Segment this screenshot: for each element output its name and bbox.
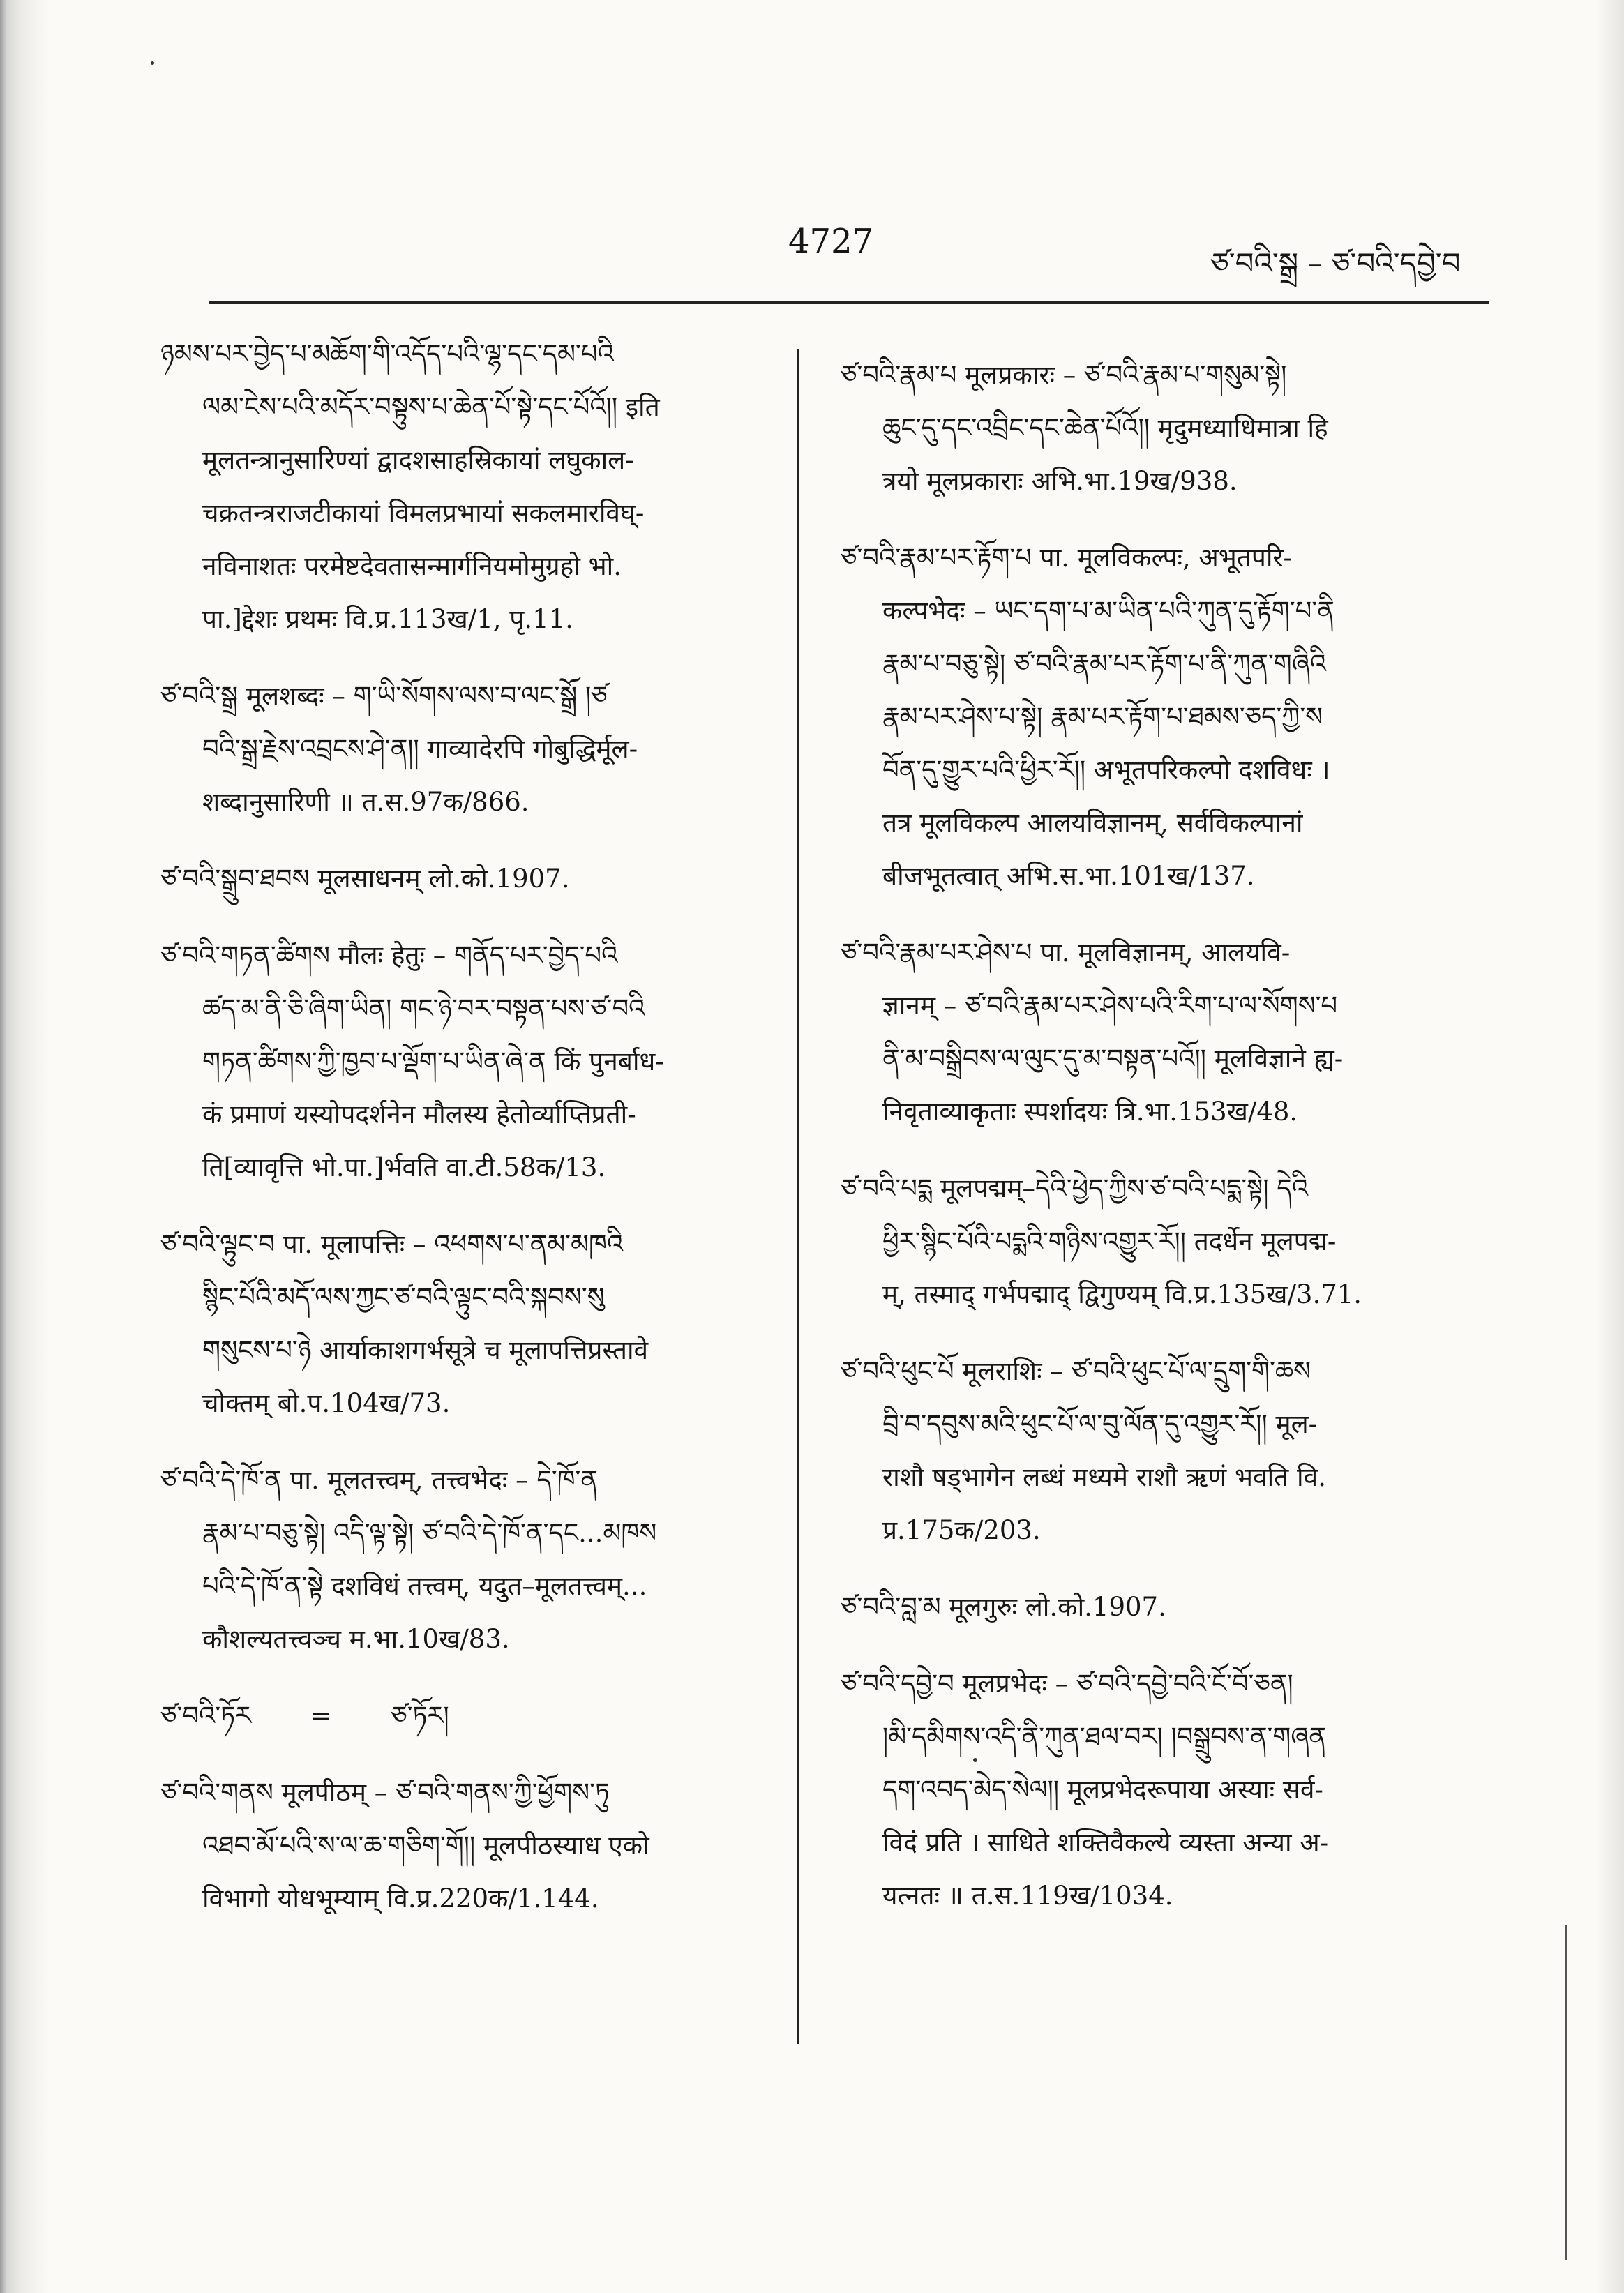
entry-line: སྙིང་པོའི་མདོ་ལས་ཀྱང་ཙ་བའི་ལྟུང་བའི་སྐབས་སུ (202, 1282, 605, 1312)
entry-line: ज्ञानम् – ཙ་བའི་རྣམ་པར་ཤེས་པའི་རིག་པ་ལ་སོགས་པ (882, 991, 1338, 1021)
entry-line: དག་འབད་མེད་སེལ།། मूलप्रभेदरूपाया अस्याः सर्व- (882, 1775, 1323, 1805)
entry-headline: ཙ་བའི་རྣམ་པར་ཤེས་པ पा. मूलविज्ञानम्, आलयवि- (841, 938, 1291, 968)
entry-headline: ཙ་བའི་དབྱེ་བ मूलप्रभेदः – ཙ་བའི་དབྱེ་བའི་ངོ་བོ་ཅན། (841, 1669, 1293, 1699)
entry-headline: ཉམས་པར་བྱེད་པ་མཆོག་གི་འདོད་པའི་ལྷ་དང་དམ་པའི (160, 339, 614, 369)
entry-line: ཚད་མ་ནི་ཅི་ཞིག་ཡིན། གང་ཉེ་བར་བསྟན་པས་ཙ་བའི (202, 993, 645, 1023)
entry-line: བོན་དུ་གྱུར་པའི་ཕྱིར་རོ།། अभूतपरिकल्पो दशविधः । (882, 755, 1330, 785)
dictionary-entry (160, 852, 788, 905)
column-divider (797, 349, 799, 2044)
stray-mark (151, 61, 154, 65)
entry-line: གཏན་ཚིགས་ཀྱི་ཁྱབ་པ་ལྡོག་པ་ཡིན་ཞེ་ན किं पुनर्बाध- (202, 1046, 664, 1076)
entry-headline: ཙ་བའི་ལྟུང་བ पा. मूलापत्तिः – འཕགས་པ་ནམ་མཁའི (160, 1229, 624, 1259)
entry-line: मूलतन्त्रानुसारिण्यां द्वादशसाहस्रिकायां लघुकाल- (202, 445, 634, 475)
entry-line: ཕྱིར་སྙིང་པོའི་པདྨའི་གཉིས་འགྱུར་རོ།། तदर्धेन मूलपद्म- (882, 1226, 1337, 1256)
entry-line: རྣམ་པ་བཅུ་སྟེ། འདི་ལྟ་སྟེ། ཙ་བའི་དེ་ཁོ་ན་དང...མཁས (202, 1518, 657, 1548)
page-number: 4727 (788, 222, 874, 261)
dictionary-entry (160, 328, 788, 646)
dictionary-entry (841, 1162, 1489, 1321)
entry-line: कौशल्यतत्त्वञ्च म.भा.10ख/83. (202, 1624, 510, 1654)
entry-headline: ཙ་བའི་སྒྲ मूलशब्दः – ག་ཡི་སོགས་ལས་བ་ལང་སྒྲོ །ཙ (160, 681, 608, 711)
entry-headline: ཙ་བའི་ཕུང་པོ मूलराशिः – ཙ་བའི་ཕུང་པོ་ལ་དྲུག་གི་ཆས (841, 1356, 1311, 1386)
stray-mark (1565, 1925, 1567, 2260)
entry-line: ནི་མ་བསྒྲིབས་ལ་ལུང་དུ་མ་བསྟན་པའོ།། मूलविज्ञाने ह्य- (882, 1044, 1344, 1074)
entry-line: राशौ षड्भागेन लब्धं मध्यमे राशौ ऋणं भवति वि. (882, 1462, 1326, 1492)
entry-headline: ཙ་བའི་རྣམ་པ मूलप्रकारः – ཙ་བའི་རྣམ་པ་གསུམ་སྟེ། (841, 360, 1287, 390)
entry-line: शब्दानुसारिणी ॥ त.स.97क/866. (202, 787, 529, 817)
entry-line: चोक्तम् बो.प.104ख/73. (202, 1388, 451, 1418)
entry-line: རྣམ་པར་ཤེས་པ་སྟེ། རྣམ་པར་རྟོག་པ་ཐམས་ཅད་ཀྱི་ས (882, 702, 1323, 732)
cross-ref-target: ཙ་ཏོར། (391, 1701, 449, 1731)
entry-headline: ཙ་བའི་པདྨ मूलपद्मम्–དེའི་ཕྱེད་ཀྱིས་ཙ་བའི་པདྨ་སྟེ། དེའི (841, 1173, 1309, 1203)
scan-margin-shadow (0, 0, 49, 2293)
dictionary-entry (841, 349, 1489, 508)
entry-line: པའི་དེ་ཁོ་ན་སྟེ दशविधं तत्त्वम्, यदुत–मूलतत्त्वम्... (202, 1571, 647, 1601)
cross-ref-headword: ཙ་བའི་ཏོར (160, 1701, 252, 1731)
entry-line: འཐབ་མོ་པའི་ས་ལ་ཆ་གཅིག་གོ།། मूलपीठस्याध एको (202, 1830, 649, 1860)
entry-line: རྣམ་པ་བཅུ་སྟེ། ཙ་བའི་རྣམ་པར་རྟོག་པ་ནི་ཀུན་གཞིའི (882, 649, 1326, 679)
dictionary-entry (160, 1690, 788, 1743)
entry-line: བའི་སྒྲ་རྗེས་འབྲངས་ཤེ་ན།། गाव्यादेरपि गोबुद्धिर्मूल- (202, 734, 638, 764)
entry-headline: ཙ་བའི་གནས मूलपीठम् – ཙ་བའི་གནས་ཀྱི་ཕྱོགས་ཏུ (160, 1777, 610, 1807)
entry-line: ཆུང་དུ་དང་འབྲིང་དང་ཆེན་པོའོ།། मृदुमध्याधिमात्रा हि (882, 413, 1328, 443)
entry-line: विभागो योधभूम्याम् वि.प्र.220क/1.144. (202, 1884, 599, 1914)
dictionary-entry (160, 1218, 788, 1430)
right-column (841, 349, 1489, 1946)
entry-line: त्रयो मूलप्रकाराः अभि.भा.19ख/938. (882, 466, 1238, 496)
running-head: ཙ་བའི་སྒྲ – ཙ་བའི་དབྱེ་བ (1210, 246, 1461, 280)
entry-line: म्, तस्माद् गर्भपद्माद् द्विगुण्यम् वि.प्र.135ख/3.71. (882, 1279, 1362, 1309)
entry-line: तत्र मूलविकल्प आलयविज्ञानम्, सर्वविकल्पानां (882, 808, 1303, 838)
entry-line: बीजभूतत्वात् अभि.स.भा.101ख/137. (882, 861, 1255, 891)
header-rule (209, 301, 1489, 304)
entry-line: कल्पभेदः – ཡང་དག་པ་མ་ཡིན་པའི་ཀུན་དུ་རྟོག་པ་ནི (882, 596, 1334, 626)
entry-headline: ཙ་བའི་སྒྲུབ་ཐབས मूलसाधनम् लो.को.1907. (160, 864, 570, 894)
entry-line: གསུངས་པ་ཉེ आर्याकाशगर्भसूत्रे च मूलापत्तिप्रस्तावे (202, 1335, 649, 1365)
cross-ref-equals: = (310, 1701, 332, 1731)
left-column (160, 328, 788, 1949)
entry-headline: ཙ་བའི་བླ་མ मूलगुरुः लो.को.1907. (841, 1592, 1166, 1622)
entry-line: །མི་དམིགས་འདི་ནི་ཀུན་ཐལ་བར། །བསྒྲུབས་ན་གཞན (882, 1722, 1326, 1752)
cross-reference (160, 1690, 788, 1743)
entry-line: नविनाशतः परमेष्टदेवतासन्मार्गनियमोमुग्रहो भो. (202, 551, 622, 581)
entry-line: चक्रतन्त्रराजटीकायां विमलप्रभायां सकलमारविघ्- (202, 498, 645, 528)
entry-headline: ཙ་བའི་རྣམ་པར་རྟོག་པ पा. मूलविकल्पः, अभूतपरि- (841, 543, 1293, 573)
entry-line: विदं प्रति । साधिते शक्तिवैकल्ये व्यस्ता अन्या अ- (882, 1828, 1329, 1858)
dictionary-entry (160, 1766, 788, 1925)
scan-margin-shadow-right (1596, 0, 1624, 2293)
entry-line: निवृताव्याकृताः स्पर्शादयः त्रि.भा.153ख/48. (882, 1097, 1298, 1127)
entry-headline: ཙ་བའི་གཏན་ཚིགས मौलः हेतुः – གནོད་པར་བྱེད་པའི (160, 940, 618, 970)
entry-line: पा.]द्देशः प्रथमः वि.प्र.113ख/1, पृ.11. (202, 604, 573, 634)
dictionary-entry (160, 1454, 788, 1666)
entry-line: कं प्रमाणं यस्योपदर्शनेन मौलस्य हेतोर्व्याप्तिप्रती- (202, 1099, 636, 1129)
entry-line: यत्नतः ॥ त.स.119ख/1034. (882, 1881, 1173, 1911)
entry-headline: ཙ་བའི་དེ་ཁོ་ན पा. मूलतत्त्वम्, तत्त्वभेदः – དེ་ཁོ་ན (160, 1465, 598, 1495)
dictionary-entry (841, 1657, 1489, 1923)
dictionary-entry (841, 1581, 1489, 1634)
dictionary-entry (160, 670, 788, 829)
dictionary-entry (841, 532, 1489, 903)
dictionary-entry (841, 1345, 1489, 1557)
entry-line: བྲི་བ་དབུས་མའི་ཕུང་པོ་ལ་བུ་ལོན་དུ་འགྱུར་རོ།། मूल- (882, 1409, 1318, 1439)
dictionary-entry (841, 926, 1489, 1138)
entry-line: ལམ་ངེས་པའི་མདོར་བསྟུས་པ་ཆེན་པོ་སྟེ་དང་པོའོ།། इति (202, 392, 660, 422)
dictionary-entry (160, 929, 788, 1194)
entry-line: ति[व्यावृत्ति भो.पा.]र्भवति वा.टी.58क/13. (202, 1152, 606, 1182)
entry-line: प्र.175क/203. (882, 1515, 1041, 1545)
